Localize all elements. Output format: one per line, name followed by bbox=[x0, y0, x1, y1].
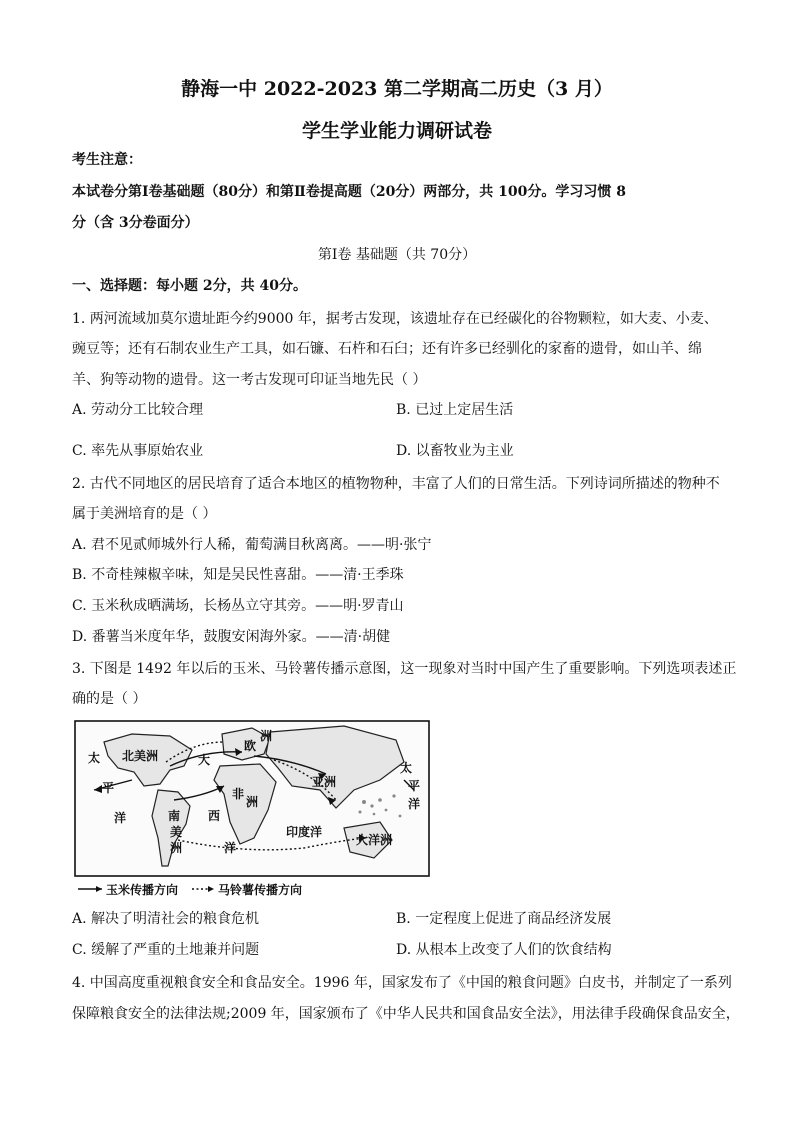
page-subtitle: 学生学业能力调研试卷 bbox=[301, 120, 492, 142]
map-label-north-america: 北美洲 bbox=[122, 749, 159, 763]
question-text: 3. 下图是 1492 年以后的玉米、马铃薯传播示意图，这一现象对当时中国产生了重要影响。下列选项表述正 bbox=[72, 661, 737, 677]
question-text: 4. 中国高度重视粮食安全和食品安全。1996 年，国家发布了《中国的粮食问题》白皮书，并制定了一系列 bbox=[72, 975, 732, 991]
legend-corn-label: 玉米传播方向 bbox=[106, 883, 179, 897]
map-legend bbox=[78, 882, 302, 897]
map-label-atlantic-south: 洋 bbox=[224, 841, 237, 855]
question-text: 属于美洲培育的是（ ） bbox=[72, 506, 217, 522]
legend-potato-label: 马铃薯传播方向 bbox=[218, 883, 303, 897]
option-b[interactable]: B. 不奇桂辣椒辛味，知是吴民性喜甜。——清·王季珠 bbox=[72, 567, 404, 583]
map-label-pacific-left: 太 bbox=[88, 751, 101, 765]
map-label-south-america: 南 bbox=[168, 809, 181, 823]
option-a[interactable]: A. 君不见贰师城外行人稀，葡萄满目秋离离。——明·张宁 bbox=[72, 537, 432, 553]
option-d[interactable]: D. 以畜牧业为主业 bbox=[396, 443, 514, 459]
notice-line: 本试卷分第Ⅰ卷基础题（80分）和第Ⅱ卷提高题（20分）两部分，共 100分。学习习惯 8 bbox=[72, 184, 627, 200]
option-c[interactable]: C. 玉米秋成晒满场，长杨丛立守其旁。——明·罗青山 bbox=[72, 598, 404, 614]
option-c[interactable]: C. 缓解了严重的土地兼并问题 bbox=[72, 942, 260, 958]
map-label-south-america: 洲 bbox=[170, 841, 183, 855]
map-label-africa: 洲 bbox=[246, 795, 259, 809]
question-text: 确的是（ ） bbox=[72, 691, 147, 707]
map-label-south-america: 美 bbox=[170, 825, 183, 839]
option-d[interactable]: D. 从根本上改变了人们的饮食结构 bbox=[396, 942, 612, 958]
map-label-indian-ocean: 印度洋 bbox=[286, 825, 323, 839]
map-label-asia: 亚洲 bbox=[312, 775, 337, 789]
option-a[interactable]: A. 解决了明清社会的粮食危机 bbox=[72, 911, 260, 927]
map-label-pacific-right: 洋 bbox=[408, 797, 421, 811]
map-label-atlantic: 大 bbox=[198, 753, 211, 767]
part-heading: 一、选择题：每小题 2分，共 40分。 bbox=[72, 278, 307, 294]
page-title: 静海一中 2022-2023 第二学期高二历史（3 月） bbox=[181, 78, 613, 100]
notice-line: 分（含 3分卷面分） bbox=[72, 215, 199, 231]
option-b[interactable]: B. 已过上定居生活 bbox=[396, 402, 514, 418]
crop-spread-map bbox=[74, 720, 430, 902]
section-title: 第Ⅰ卷 基础题（共 70分） bbox=[317, 247, 477, 263]
map-label-pacific-right: 太 bbox=[400, 761, 413, 775]
option-d[interactable]: D. 番薯当米度年华，鼓腹安闲海外家。——清·胡健 bbox=[72, 629, 391, 645]
map-label-atlantic: 西 bbox=[208, 809, 221, 823]
map-label-europe: 欧 bbox=[244, 739, 257, 753]
question-text: 保障粮食安全的法律法规;2009 年，国家颁布了《中华人民共和国食品安全法》，用法律手段确保食品安全， bbox=[72, 1006, 740, 1022]
notice-label: 考生注意： bbox=[72, 152, 142, 168]
option-c[interactable]: C. 率先从事原始农业 bbox=[72, 443, 204, 459]
map-label-pacific-right: 平 bbox=[408, 779, 421, 793]
map-label-africa: 非 bbox=[232, 787, 245, 801]
map-label-pacific-left: 平 bbox=[102, 781, 115, 795]
map-label-pacific-left: 洋 bbox=[114, 811, 127, 825]
question-text: 2. 古代不同地区的居民培育了适合本地区的植物物种，丰富了人们的日常生活。下列诗词所描述的物种不 bbox=[72, 476, 720, 492]
option-b[interactable]: B. 一定程度上促进了商品经济发展 bbox=[396, 911, 612, 927]
question-text: 羊、狗等动物的遗骨。这一考古发现可印证当地先民（ ） bbox=[72, 372, 427, 388]
option-a[interactable]: A. 劳动分工比较合理 bbox=[72, 402, 204, 418]
map-label-oceania: 大洋洲 bbox=[356, 833, 393, 847]
map-label-europe: 洲 bbox=[260, 729, 273, 743]
question-text: 豌豆等；还有石制农业生产工具，如石镰、石杵和石臼；还有许多已经驯化的家畜的遗骨，如山羊、绵 bbox=[72, 341, 702, 357]
question-text: 1. 两河流域加莫尔遗址距今约9000 年，据考古发现，该遗址存在已经碳化的谷物颗粒，如大麦、小麦、 bbox=[72, 311, 718, 327]
